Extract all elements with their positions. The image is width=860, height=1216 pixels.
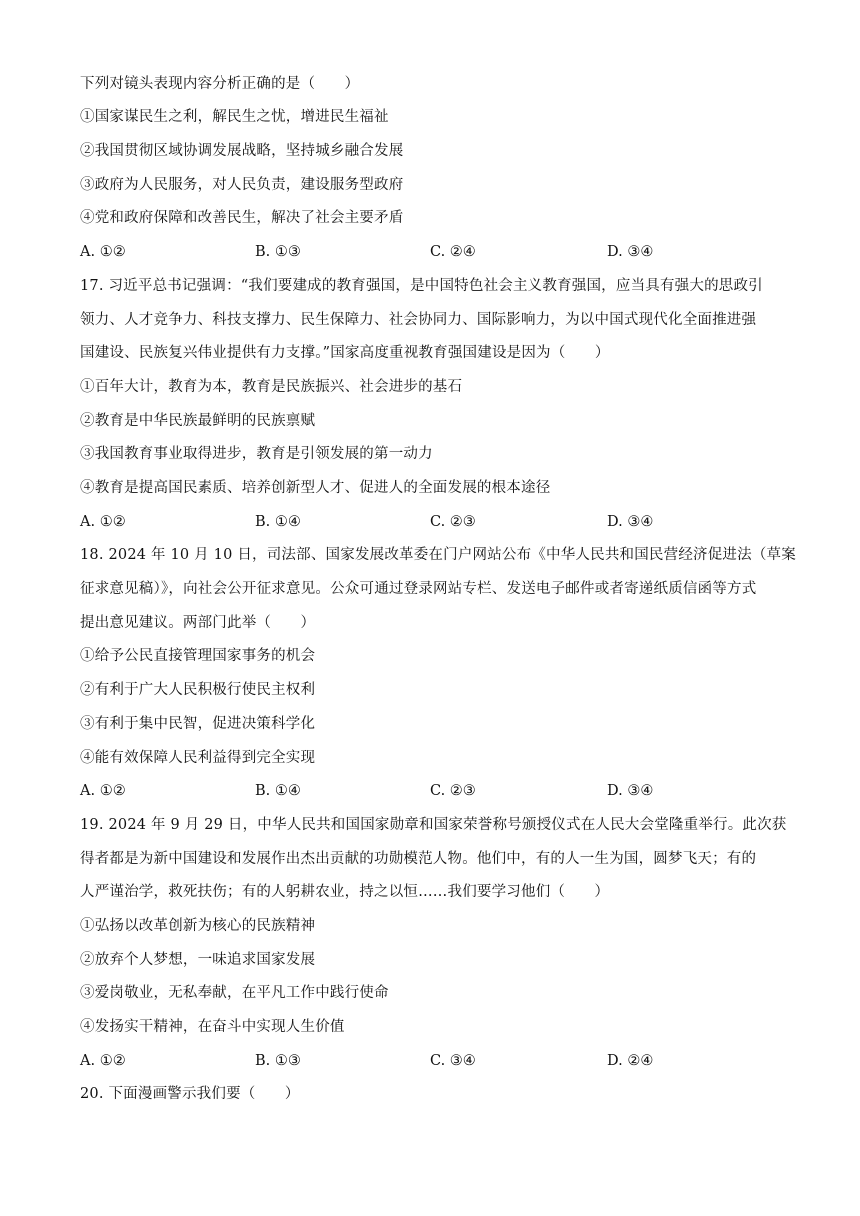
question-18-stem-line-2: 征求意见稿）》，向社会公开征求意见。公众可通过登录网站专栏、发送电子邮件或者寄递纸质信函等方式: [80, 581, 757, 597]
question-18-stem-line-1: 18. 2024 年 10 月 10 日，司法部、国家发展改革委在门户网站公布《中华人民共和国民营经济促进法（草案: [80, 547, 796, 563]
q16-options: [80, 242, 780, 262]
q16-option-d[interactable]: D. ③④: [607, 244, 654, 260]
question-17-stem-line-1: 17. 习近平总书记强调：“我们要建成的教育强国，是中国特色社会主义教育强国，应当具有强大的思政引: [80, 278, 763, 294]
q17-option-b[interactable]: B. ①④: [255, 514, 301, 530]
q19-item-4: ④发扬实干精神，在奋斗中实现人生价值: [80, 1019, 345, 1035]
q16-option-c[interactable]: C. ②④: [430, 244, 476, 260]
q19-option-a[interactable]: A. ①②: [80, 1053, 126, 1069]
q16-item-2: ②我国贯彻区域协调发展战略，坚持城乡融合发展: [80, 143, 404, 159]
q18-option-b[interactable]: B. ①④: [255, 783, 301, 799]
q18-item-2: ②有利于广大人民积极行使民主权利: [80, 682, 316, 698]
q16-option-a[interactable]: A. ①②: [80, 244, 126, 260]
q17-item-3: ③我国教育事业取得进步，教育是引领发展的第一动力: [80, 446, 433, 462]
q18-option-c[interactable]: C. ②③: [430, 783, 476, 799]
q17-item-2: ②教育是中华民族最鲜明的民族禀赋: [80, 413, 316, 429]
q18-option-d[interactable]: D. ③④: [607, 783, 654, 799]
q17-item-1: ①百年大计，教育为本，教育是民族振兴、社会进步的基石: [80, 379, 463, 395]
q19-option-c[interactable]: C. ③④: [430, 1053, 476, 1069]
q17-option-a[interactable]: A. ①②: [80, 514, 126, 530]
q18-item-3: ③有利于集中民智，促进决策科学化: [80, 716, 316, 732]
q19-option-b[interactable]: B. ①③: [255, 1053, 301, 1069]
q19-item-3: ③爱岗敬业，无私奉献，在平凡工作中践行使命: [80, 985, 389, 1001]
q18-item-1: ①给予公民直接管理国家事务的机会: [80, 648, 316, 664]
q17-options: [80, 512, 780, 532]
q19-item-1: ①弘扬以改革创新为核心的民族精神: [80, 918, 316, 934]
q16-item-3: ③政府为人民服务，对人民负责，建设服务型政府: [80, 177, 404, 193]
q16-item-1: ①国家谋民生之利，解民生之忧，增进民生福祉: [80, 109, 389, 125]
question-20-stem: 20. 下面漫画警示我们要（ ）: [80, 1086, 300, 1102]
question-19-stem-line-3: 人严谨治学，救死扶伤；有的人躬耕农业，持之以恒……我们要学习他们（ ）: [80, 884, 610, 900]
question-16-stem: 下列对镜头表现内容分析正确的是（ ）: [80, 76, 360, 92]
q16-option-b[interactable]: B. ①③: [255, 244, 301, 260]
question-17-stem-line-2: 领力、人才竞争力、科技支撑力、民生保障力、社会协同力、国际影响力，为以中国式现代化全面推进强: [80, 312, 757, 328]
q16-item-4: ④党和政府保障和改善民生，解决了社会主要矛盾: [80, 210, 404, 226]
q17-option-c[interactable]: C. ②③: [430, 514, 476, 530]
q17-item-4: ④教育是提高国民素质、培养创新型人才、促进人的全面发展的根本途径: [80, 480, 551, 496]
question-18-stem-line-3: 提出意见建议。两部门此举（ ）: [80, 615, 316, 631]
q19-options: [80, 1051, 780, 1071]
q19-option-d[interactable]: D. ②④: [607, 1053, 654, 1069]
q19-item-2: ②放弃个人梦想，一味追求国家发展: [80, 952, 316, 968]
q17-option-d[interactable]: D. ③④: [607, 514, 654, 530]
q18-options: [80, 781, 780, 801]
question-17-stem-line-3: 国建设、民族复兴伟业提供有力支撑。”国家高度重视教育强国建设是因为（ ）: [80, 345, 610, 361]
q18-item-4: ④能有效保障人民利益得到完全实现: [80, 750, 316, 766]
q18-option-a[interactable]: A. ①②: [80, 783, 126, 799]
question-19-stem-line-1: 19. 2024 年 9 月 29 日，中华人民共和国国家勋章和国家荣誉称号颁授仪式在人民大会堂隆重举行。此次获: [80, 817, 787, 833]
question-19-stem-line-2: 得者都是为新中国建设和发展作出杰出贡献的功勋模范人物。他们中，有的人一生为国，圆梦飞天；有的: [80, 851, 757, 867]
